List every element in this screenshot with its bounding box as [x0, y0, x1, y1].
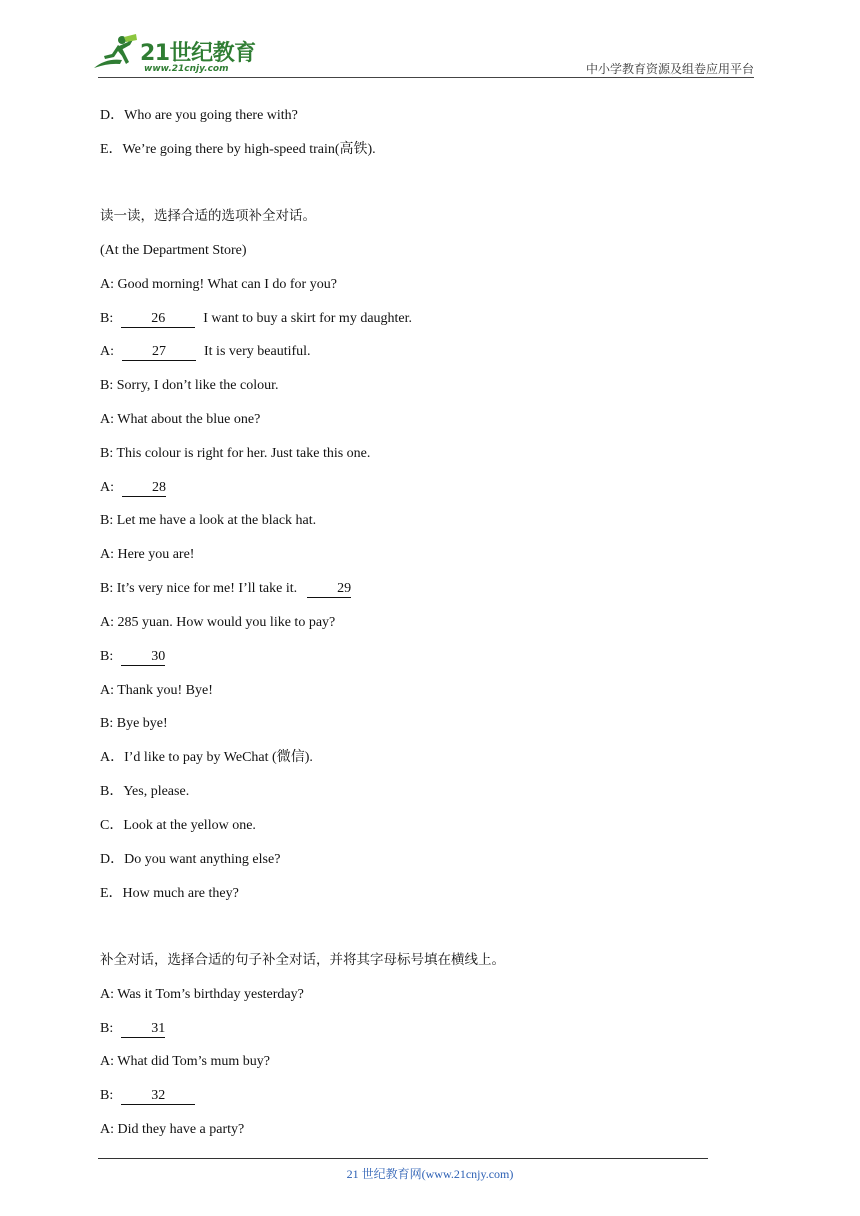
- option-c: C．Look at the yellow one.: [100, 818, 256, 833]
- answer-blank-28[interactable]: 28: [122, 480, 166, 497]
- speaker-label: B:: [100, 1088, 114, 1103]
- dialog-line: A: What about the blue one?: [100, 412, 261, 427]
- dialog-line: B: This colour is right for her. Just take this one.: [100, 446, 371, 461]
- dialog-line: A: What did Tom’s mum buy?: [100, 1054, 270, 1069]
- dialog-line: A: Did they have a party?: [100, 1122, 245, 1137]
- dialog-line: [100, 343, 311, 361]
- option-e: E．We’re going there by high-speed train(高铁).: [100, 142, 376, 157]
- answer-blank-30[interactable]: 30: [121, 649, 165, 666]
- runner-logo-icon: [92, 34, 138, 74]
- header-platform-text: 中小学教育资源及组卷应用平台: [585, 62, 754, 76]
- footer-divider: [98, 1158, 708, 1159]
- dialog-line: [100, 1020, 165, 1038]
- section3-instruction: 补全对话，选择合适的句子补全对话，并将其字母标号填在横线上。: [100, 952, 505, 968]
- answer-blank-29[interactable]: 29: [307, 581, 351, 598]
- dialog-line: A: Was it Tom’s birthday yesterday?: [100, 987, 304, 1002]
- answer-blank-32[interactable]: 32: [121, 1088, 195, 1105]
- section2-instruction: 读一读，选择合适的选项补全对话。: [100, 208, 316, 224]
- dialog-line: [100, 1087, 195, 1105]
- logo-text: 21世纪教育: [140, 41, 256, 66]
- speaker-label: A:: [100, 344, 114, 359]
- dialog-text: It is very beautiful.: [204, 344, 311, 359]
- dialog-line: [100, 479, 166, 497]
- dialog-line: A: 285 yuan. How would you like to pay?: [100, 615, 336, 630]
- header-divider: [98, 77, 754, 78]
- speaker-label: B:: [100, 311, 114, 326]
- dialog-setting: (At the Department Store): [100, 243, 247, 258]
- dialog-line: B: Let me have a look at the black hat.: [100, 513, 317, 528]
- dialog-text: I want to buy a skirt for my daughter.: [203, 311, 413, 326]
- speaker-label: A:: [100, 480, 114, 495]
- dialog-text: B: It’s very nice for me! I’ll take it.: [100, 581, 298, 596]
- dialog-line: A: Good morning! What can I do for you?: [100, 277, 337, 292]
- dialog-line: A: Here you are!: [100, 547, 195, 562]
- page-header: [0, 0, 860, 80]
- option-e: E．How much are they?: [100, 886, 239, 901]
- option-d: D．Who are you going there with?: [100, 108, 298, 123]
- dialog-line: [100, 310, 412, 328]
- site-logo[interactable]: [92, 34, 262, 78]
- speaker-label: B:: [100, 1021, 114, 1036]
- answer-blank-26[interactable]: 26: [121, 311, 195, 328]
- footer-link[interactable]: 21 世纪教育网(www.21cnjy.com): [346, 1167, 514, 1181]
- option-a: A．I’d like to pay by WeChat (微信).: [100, 750, 313, 765]
- dialog-line: [100, 580, 351, 598]
- dialog-line: [100, 648, 165, 666]
- answer-blank-27[interactable]: 27: [122, 344, 196, 361]
- dialog-line: B: Sorry, I don’t like the colour.: [100, 378, 279, 393]
- speaker-label: B:: [100, 649, 114, 664]
- answer-blank-31[interactable]: 31: [121, 1021, 165, 1038]
- dialog-line: A: Thank you! Bye!: [100, 683, 213, 698]
- option-b: B．Yes, please.: [100, 784, 190, 799]
- option-d: D．Do you want anything else?: [100, 852, 281, 867]
- dialog-line: B: Bye bye!: [100, 716, 168, 731]
- logo-url: www.21cnjy.com: [144, 64, 229, 74]
